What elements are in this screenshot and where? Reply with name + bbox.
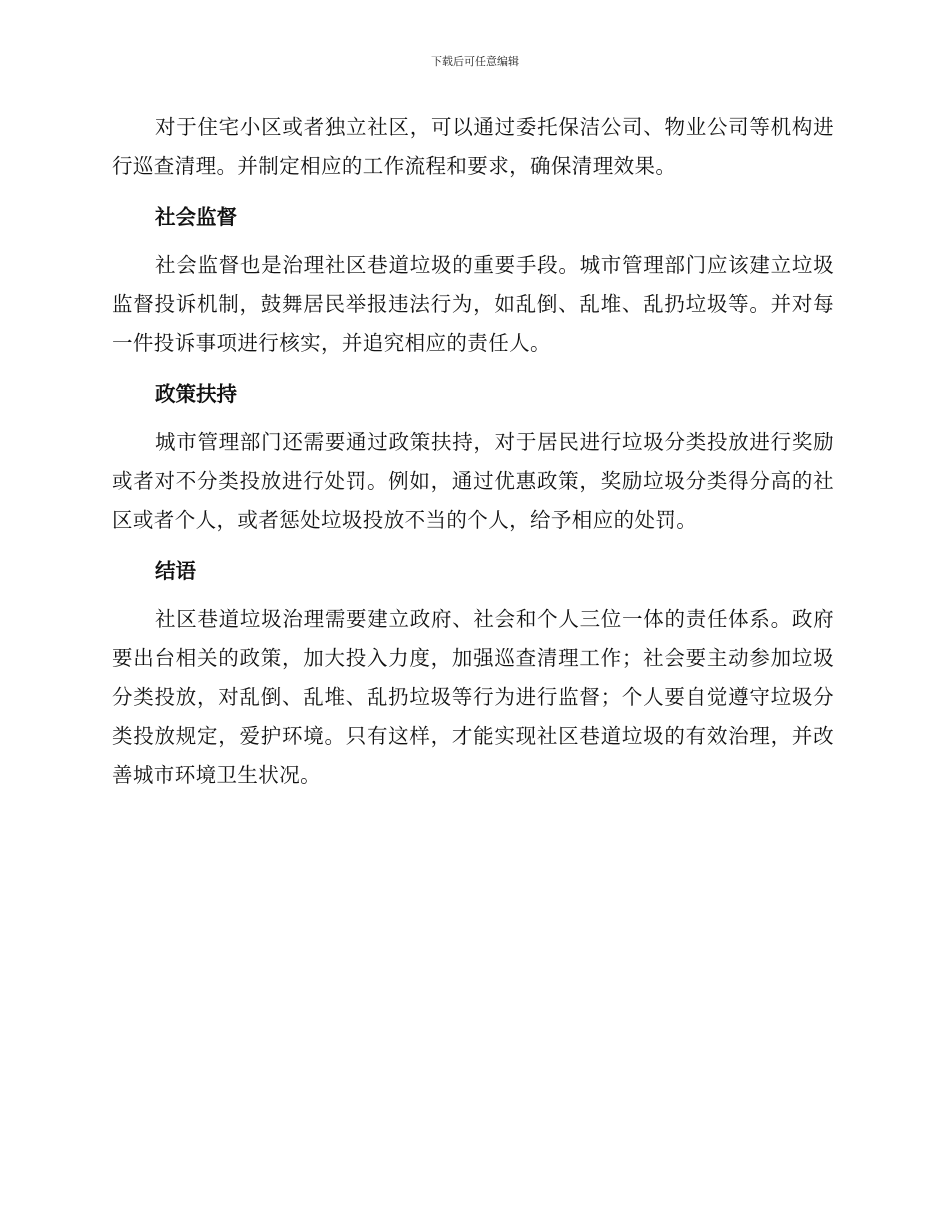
section-heading-social-supervision: 社会监督 (155, 205, 237, 229)
policy-support-paragraph: 城市管理部门还需要通过政策扶持，对于居民进行垃圾分类投放进行奖励或者对不分类投放进行处罚。例如，通过优惠政策，奖励垃圾分类得分高的社区或者个人，或者惩处垃圾投放不当的个人，给予相应的处罚。 (112, 430, 834, 532)
social-supervision-paragraph: 社会监督也是治理社区巷道垃圾的重要手段。城市管理部门应该建立垃圾监督投诉机制，鼓舞居民举报违法行为，如乱倒、乱堆、乱扔垃圾等。并对每一件投诉事项进行核实，并追究相应的责任人。 (112, 253, 834, 355)
section-heading-policy-support: 政策扶持 (155, 382, 237, 406)
page-header: 下载后可任意编辑 (431, 55, 519, 68)
conclusion-paragraph: 社区巷道垃圾治理需要建立政府、社会和个人三位一体的责任体系。政府要出台相关的政策，加大投入力度，加强巡查清理工作；社会要主动参加垃圾分类投放，对乱倒、乱堆、乱扔垃圾等行为进行监督；个人要自觉遵守垃圾分类投放规定，爱护环境。只有这样，才能实现社区巷道垃圾的有效治理，并改善城市环境卫生状况。 (112, 607, 834, 787)
intro-paragraph: 对于住宅小区或者独立社区，可以通过委托保洁公司、物业公司等机构进行巡查清理。并制定相应的工作流程和要求，确保清理效果。 (112, 115, 834, 178)
section-heading-conclusion: 结语 (155, 559, 196, 583)
document-body (112, 108, 834, 795)
